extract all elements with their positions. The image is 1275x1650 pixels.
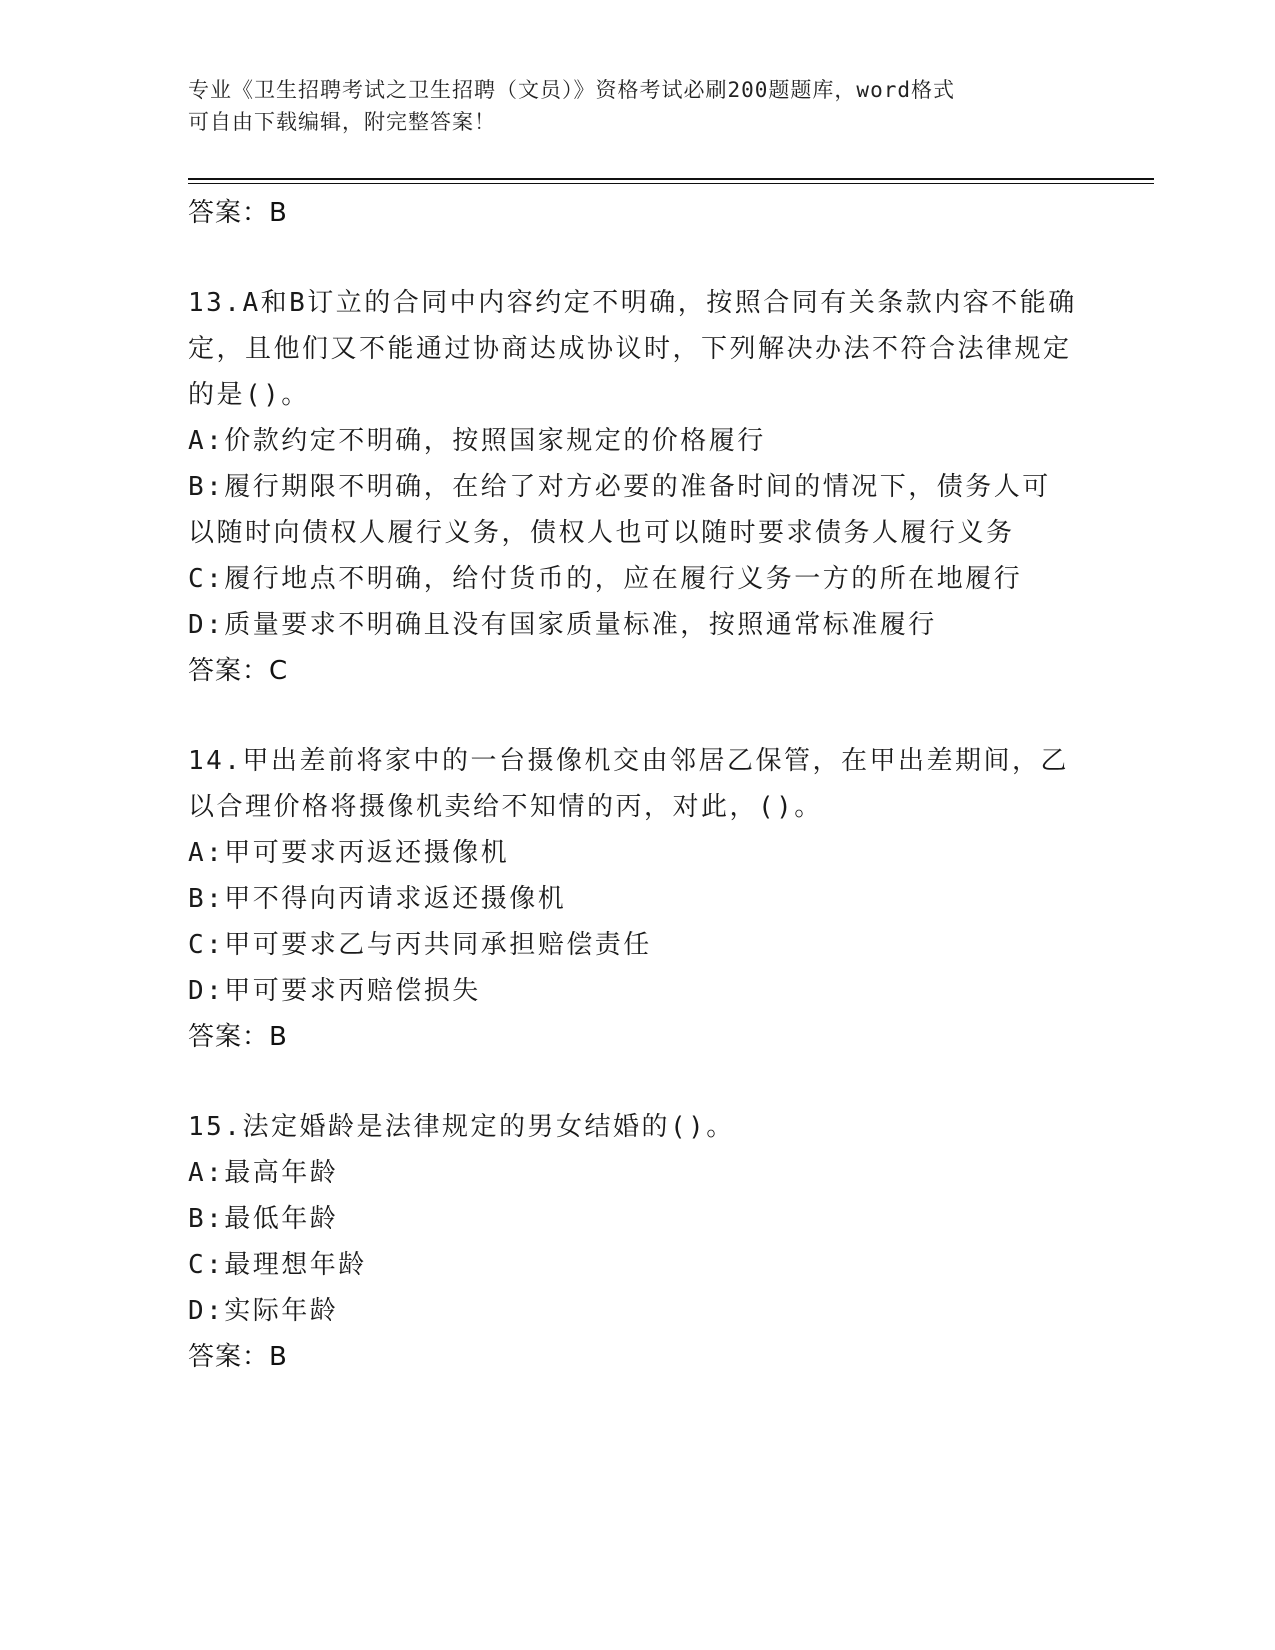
question-answer: 答案：C — [188, 656, 289, 686]
question-list — [188, 190, 1078, 1380]
option-b: B:最低年龄 — [188, 1204, 339, 1234]
option-b: B:甲不得向丙请求返还摄像机 — [188, 884, 567, 914]
question-14 — [188, 738, 1078, 1060]
previous-answer: 答案：B — [188, 198, 288, 228]
header-divider-thick — [188, 178, 1154, 180]
option-d: D:实际年龄 — [188, 1296, 339, 1326]
option-a: A:最高年龄 — [188, 1158, 339, 1188]
question-answer: 答案：B — [188, 1342, 288, 1372]
option-c: C:最理想年龄 — [188, 1250, 367, 1280]
question-stem: 15.法定婚龄是法律规定的男女结婚的()。 — [188, 1112, 735, 1142]
option-a: A:甲可要求丙返还摄像机 — [188, 838, 510, 868]
question-15 — [188, 1104, 1078, 1380]
page-header — [188, 74, 1068, 138]
header-divider-thin — [188, 183, 1154, 184]
option-c: C:甲可要求乙与丙共同承担赔偿责任 — [188, 930, 652, 960]
option-a: A:价款约定不明确，按照国家规定的价格履行 — [188, 426, 766, 456]
header-line-1: 专业《卫生招聘考试之卫生招聘（文员）》资格考试必刷200题题库，word格式 — [188, 78, 955, 102]
question-answer: 答案：B — [188, 1022, 288, 1052]
question-stem: 14.甲出差前将家中的一台摄像机交由邻居乙保管，在甲出差期间，乙以合理价格将摄像机卖给不知情的丙，对此，()。 — [188, 746, 1069, 822]
option-d: D:甲可要求丙赔偿损失 — [188, 976, 481, 1006]
question-13 — [188, 280, 1078, 694]
header-line-2: 可自由下载编辑，附完整答案！ — [188, 110, 496, 134]
question-stem: 13.A和B订立的合同中内容约定不明确，按照合同有关条款内容不能确定，且他们又不能通过协商达成协议时，下列解决办法不符合法律规定的是()。 — [188, 288, 1077, 410]
option-c: C:履行地点不明确，给付货币的，应在履行义务一方的所在地履行 — [188, 564, 1023, 594]
option-b: B:履行期限不明确，在给了对方必要的准备时间的情况下，债务人可以随时向债权人履行义务，债权人也可以随时要求债务人履行义务 — [188, 472, 1051, 548]
option-d: D:质量要求不明确且没有国家质量标准，按照通常标准履行 — [188, 610, 937, 640]
